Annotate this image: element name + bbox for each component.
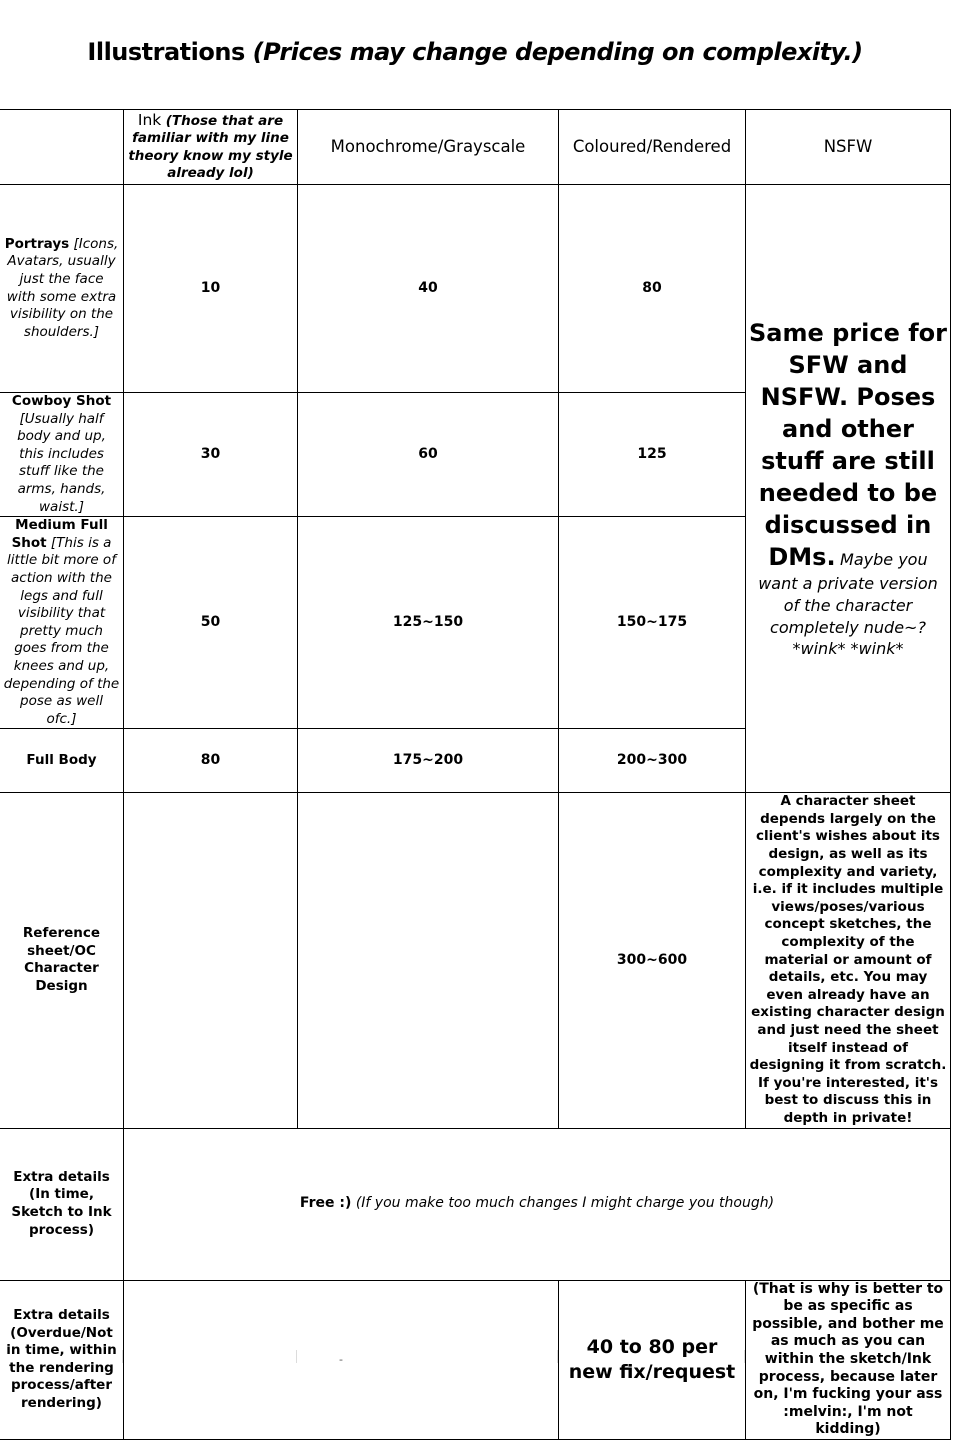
price-portrays-ink: 10 <box>124 185 298 393</box>
price-cowboy-mono: 60 <box>298 393 559 517</box>
row-title: Extra details (Overdue/Not in time, within the rendering process/after rendering) <box>6 1306 117 1411</box>
row-label-medium <box>0 517 124 729</box>
price-full-ink: 80 <box>124 729 298 793</box>
price-reference-ink <box>124 793 298 1128</box>
title-main: Illustrations <box>87 38 245 66</box>
header-ink-note: (Those that are familiar with my line theory know my style already lol) <box>128 112 293 181</box>
price-table <box>0 109 951 1440</box>
price-medium-mono: 125~150 <box>298 517 559 729</box>
price-reference-mono <box>298 793 559 1128</box>
gridline-stub <box>744 1350 745 1363</box>
header-colour: Coloured/Rendered <box>559 110 746 185</box>
row-label-reference <box>0 793 124 1128</box>
extra-overdue-colour: 40 to 80 per new fix/request <box>559 1280 746 1439</box>
row-extra-overdue <box>0 1280 951 1439</box>
row-title: Full Body <box>26 751 97 768</box>
price-reference-colour: 300~600 <box>559 793 746 1128</box>
row-extra-in-time <box>0 1128 951 1280</box>
price-medium-ink: 50 <box>124 517 298 729</box>
header-ink-label: Ink <box>137 110 162 129</box>
price-cowboy-ink: 30 <box>124 393 298 517</box>
header-ink <box>124 110 298 185</box>
row-title: Reference sheet/OC Character Design <box>22 925 101 995</box>
gridline-stub <box>557 1350 558 1363</box>
nsfw-note-big: Same price for SFW and NSFW. Poses and other stuff are still needed to be discussed in DMs. <box>749 319 947 572</box>
row-label-full <box>0 729 124 793</box>
nsfw-note-small: Maybe you want a private version of the character completely nude~? *wink* *wink* <box>758 550 938 659</box>
reference-note: A character sheet depends largely on the client's wishes about its design, as well as its complexity and variety, i.e. if it includes multiple views/poses/various concept sketches, the complexity of the material or amount of details, etc. You may even already have an existing character design and just need the sheet itself instead of designing it from scratch. If you're interested, it's best to discuss this in depth in private! <box>746 793 951 1128</box>
row-reference <box>0 793 951 1128</box>
header-mono: Monochrome/Grayscale <box>298 110 559 185</box>
row-label-cowboy <box>0 393 124 517</box>
price-medium-colour: 150~175 <box>559 517 746 729</box>
header-nsfw: NSFW <box>746 110 951 185</box>
row-title: Cowboy Shot <box>11 393 112 409</box>
gridline-stub <box>122 1350 123 1363</box>
row-note: [Icons, Avatars, usually just the face with some extra visibility on the shoulders.] <box>6 235 119 340</box>
extra-in-time-note: (If you make too much changes I might charge you though) <box>355 1195 775 1212</box>
extra-overdue-note: (That is why is better to be as specific as possible, and bother me as much as you can within the sketch/Ink process, because later on, I'm fucking your ass :melvin:, I'm not kidding) <box>746 1280 951 1439</box>
price-portrays-colour: 80 <box>559 185 746 393</box>
corner-cell <box>0 110 124 185</box>
extra-in-time-cell <box>124 1128 951 1280</box>
row-label-portrays <box>0 185 124 393</box>
title-note: (Prices may change depending on complexity.) <box>252 38 863 66</box>
row-note: [This is a little bit more of action with the legs and full visibility that pretty much goes from the knees and up, depending of the pose as well ofc.] <box>3 534 120 727</box>
extra-in-time-value: Free :) <box>299 1195 352 1212</box>
header-row <box>0 110 951 185</box>
price-portrays-mono: 40 <box>298 185 559 393</box>
row-label-extra-overdue <box>0 1280 124 1439</box>
row-label-extra-in-time <box>0 1128 124 1280</box>
row-title: Extra details (In time, Sketch to Ink process) <box>11 1168 112 1238</box>
nsfw-note-cell <box>746 185 951 793</box>
page-title <box>0 38 950 66</box>
extra-overdue-ink-mono: - <box>124 1280 559 1439</box>
price-full-colour: 200~300 <box>559 729 746 793</box>
row-note: [Usually half body and up, this includes stuff like the arms, hands, waist.] <box>17 410 106 515</box>
row-title: Portrays <box>4 235 70 252</box>
gridline-stub <box>296 1350 297 1363</box>
row-title: Medium Full Shot <box>11 517 108 551</box>
row-portrays <box>0 185 951 393</box>
price-full-mono: 175~200 <box>298 729 559 793</box>
price-cowboy-colour: 125 <box>559 393 746 517</box>
